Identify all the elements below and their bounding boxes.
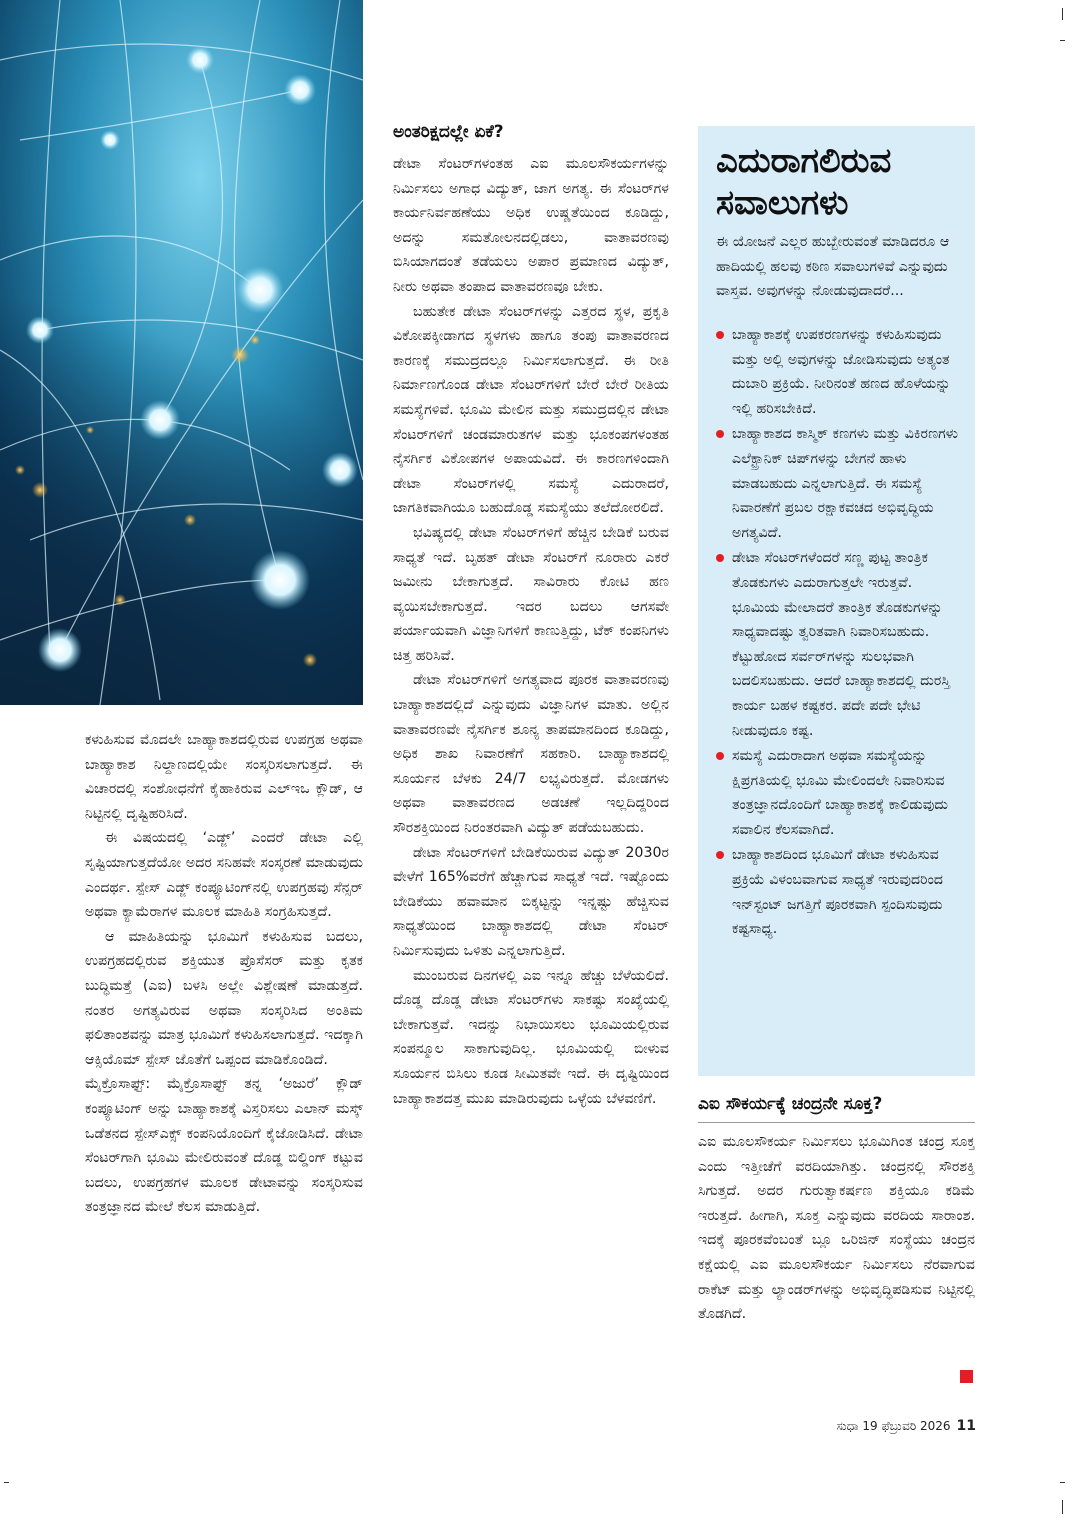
bullet-icon [716,851,724,859]
list-item [716,843,964,941]
sidebar-intro: ಈ ಯೋಜನೆ ಎಲ್ಲರ ಹುಬ್ಬೇರುವಂತೆ ಮಾಡಿದರೂ ಆ ಹಾದಿಯಲ್ಲಿ ಹಲವು ಕಠಿಣ ಸವಾಲುಗಳಿವೆ ಎನ್ನುವುದು ವಾಸ್ತವ. ಅವುಗಳನ್ನು ನೋಡುವುದಾದರೆ... [716,234,950,300]
crop-mark [1062,8,1063,20]
publication-info: ಸುಧಾ 19 ಫೆಬ್ರುವರಿ 2026 [836,1419,951,1433]
paragraph: ಡೇಟಾ ಸೆಂಟರ್‌ಗಳಿಗೆ ಅಗತ್ಯವಾದ ಪೂರಕ ವಾತಾವರಣವು ಬಾಹ್ಯಾಕಾಶದಲ್ಲಿದೆ ಎನ್ನುವುದು ವಿಜ್ಞಾನಿಗಳ ಮಾತು. ಅಲ್ಲಿನ ವಾತಾವರಣವೇ ನೈಸರ್ಗಿಕ ಶೂನ್ಯ ತಾಪಮಾನದಿಂದ ಕೂಡಿದ್ದು, ಅಧಿಕ ಶಾಖ ನಿವಾರಣೆಗೆ ಸಹಕಾರಿ. ಬಾಹ್ಯಾಕಾಶದಲ್ಲಿ ಸೂರ್ಯನ ಬೆಳಕು 24/7 ಲಭ್ಯವಿರುತ್ತದೆ. ಮೋಡಗಳು ಅಥವಾ ವಾತಾವರಣದ ಅಡಚಣೆ ಇಲ್ಲದಿದ್ದರಿಂದ ಸೌರಶಕ್ತಿಯಿಂದ ನಿರಂತರವಾಗಿ ವಿದ್ಯುತ್ ಪಡೆಯಬಹುದು. [393,672,669,837]
end-of-article-icon [960,1370,973,1383]
list-item [716,422,964,545]
crop-mark [1062,1500,1063,1514]
bullet-icon [716,331,724,339]
crop-mark [1060,1482,1065,1483]
list-item-text: ಬಾಹ್ಯಾಕಾಶದಿಂದ ಭೂಮಿಗೆ ಡೇಟಾ ಕಳುಹಿಸುವ ಪ್ರಕ್ರಿಯೆ ವಿಳಂಬವಾಗುವ ಸಾಧ್ಯತೆ ಇರುವುದರಿಂದ ಇನ್‌ಸ್ಟಂಟ್ ಜಗತ್ತಿಗೆ ಪೂರಕವಾಗಿ ಸ್ಪಂದಿಸುವುದು ಕಷ್ಟಸಾಧ್ಯ. [732,847,944,938]
paragraph: ಡೇಟಾ ಸೆಂಟರ್‌ಗಳಂತಹ ಎಐ ಮೂಲಸೌಕರ್ಯಗಳನ್ನು ನಿರ್ಮಿಸಲು ಅಗಾಧ ವಿದ್ಯುತ್, ಜಾಗ ಅಗತ್ಯ. ಈ ಸೆಂಟರ್‌ಗಳ ಕಾರ್ಯನಿರ್ವಹಣೆಯು ಅಧಿಕ ಉಷ್ಣತೆಯಿಂದ ಕೂಡಿದ್ದು, ಅದನ್ನು ಸಮತೋಲನದಲ್ಲಿಡಲು, ವಾತಾವರಣವು ಬಿಸಿಯಾಗದಂತೆ ತಡೆಯಲು ಅಪಾರ ಪ್ರಮಾಣದ ವಿದ್ಯುತ್, ನೀರು ಅಥವಾ ತಂಪಾದ ವಾತಾವರಣವೂ ಬೇಕು. [393,156,669,295]
moon-section-heading: ಎಐ ಸೌಕರ್ಯಕ್ಕೆ ಚಂದ್ರನೇ ಸೂಕ್ತ? [698,1094,883,1114]
section-heading: ಅಂತರಿಕ್ಷದಲ್ಲೇ ಏಕೆ? [393,122,504,142]
list-item [716,546,964,743]
bullet-icon [716,430,724,438]
moon-section-body: ಎಐ ಮೂಲಸೌಕರ್ಯ ನಿರ್ಮಿಸಲು ಭೂಮಿಗಿಂತ ಚಂದ್ರ ಸೂಕ್ತ ಎಂದು ಇತ್ತೀಚೆಗೆ ವರದಿಯಾಗಿತ್ತು. ಚಂದ್ರನಲ್ಲಿ ಸೌರಶಕ್ತಿ ಸಿಗುತ್ತದೆ. ಅದರ ಗುರುತ್ವಾಕರ್ಷಣ ಶಕ್ತಿಯೂ ಕಡಿಮೆ ಇರುತ್ತದೆ. ಹೀಗಾಗಿ, ಸೂಕ್ತ ಎನ್ನುವುದು ವರದಿಯ ಸಾರಾಂಶ. ಇದಕ್ಕೆ ಪೂರಕವೆಂಬಂತೆ ಬ್ಲೂ ಒರಿಜಿನ್ ಸಂಸ್ಥೆಯು ಚಂದ್ರನ ಕಕ್ಷೆಯಲ್ಲಿ ಎಐ ಮೂಲಸೌಕರ್ಯ ನಿರ್ಮಿಸಲು ನೆರವಾಗುವ ರಾಕೆಟ್ ಮತ್ತು ಲ್ಯಾಂಡರ್‌ಗಳನ್ನು ಅಭಿವೃದ್ಧಿಪಡಿಸುವ ನಿಟ್ಟಿನಲ್ಲಿ ತೊಡಗಿದೆ. [698,1134,975,1323]
bullet-icon [716,752,724,760]
paragraph: ಭವಿಷ್ಯದಲ್ಲಿ ಡೇಟಾ ಸೆಂಟರ್‌ಗಳಿಗೆ ಹೆಚ್ಚಿನ ಬೇಡಿಕೆ ಬರುವ ಸಾಧ್ಯತೆ ಇದೆ. ಬೃಹತ್ ಡೇಟಾ ಸೆಂಟರ್‌ಗೆ ನೂರಾರು ಎಕರೆ ಜಮೀನು ಬೇಕಾಗುತ್ತದೆ. ಸಾವಿರಾರು ಕೋಟಿ ಹಣ ವ್ಯಯಿಸಬೇಕಾಗುತ್ತದೆ. ಇದರ ಬದಲು ಆಗಸವೇ ಪರ್ಯಾಯವಾಗಿ ವಿಜ್ಞಾನಿಗಳಿಗೆ ಕಾಣುತ್ತಿದ್ದು, ಟೆಕ್ ಕಂಪನಿಗಳು ಚಿತ್ತ ಹರಿಸಿವೆ. [393,524,669,664]
paragraph: ಮೈಕ್ರೊಸಾಫ್ಟ್: ಮೈಕ್ರೊಸಾಫ್ಟ್ ತನ್ನ ‘ಅಜುರೆ’ ಕ್ಲೌಡ್ ಕಂಪ್ಯೂಟಿಂಗ್ ಅನ್ನು ಬಾಹ್ಯಾಕಾಶಕ್ಕೆ ವಿಸ್ತರಿಸಲು ಎಲಾನ್ ಮಸ್ಕ್ ಒಡೆತನದ ಸ್ಪೇಸ್‌ಎಕ್ಸ್ ಕಂಪನಿಯೊಂದಿಗೆ ಕೈಜೋಡಿಸಿದೆ. ಡೇಟಾ ಸೆಂಟರ್‌ಗಾಗಿ ಭೂಮಿ ಮೇಲಿರುವಂತೆ ದೊಡ್ಡ ಬಿಲ್ಡಿಂಗ್ ಕಟ್ಟುವ ಬದಲು, ಉಪಗ್ರಹಗಳ ಮೂಲಕ ಡೇಟಾವನ್ನು ಸಂಸ್ಕರಿಸುವ ತಂತ್ರಜ್ಞಾನದ ಮೇಲೆ ಕೆಲಸ ಮಾಡುತ್ತಿದೆ. [85,1076,363,1216]
network-globe-image [0,0,363,705]
paragraph: ಡೇಟಾ ಸೆಂಟರ್‌ಗಳಿಗೆ ಬೇಡಿಕೆಯಿರುವ ವಿದ್ಯುತ್ 2030ರ ವೇಳೆಗೆ 165%ವರೆಗೆ ಹೆಚ್ಚಾಗುವ ಸಾಧ್ಯತೆ ಇದೆ. ಇಷ್ಟೊಂದು ಬೇಡಿಕೆಯು ಹವಾಮಾನ ಬಿಕ್ಕಟ್ಟನ್ನು ಇನ್ನಷ್ಟು ಹೆಚ್ಚಿಸುವ ಸಾಧ್ಯತೆಯಿಂದ ಬಾಹ್ಯಾಕಾಶದಲ್ಲಿ ಡೇಟಾ ಸೆಂಟರ್ ನಿರ್ಮಿಸುವುದು ಒಳಿತು ಎನ್ನಲಾಗುತ್ತಿದೆ. [393,844,669,959]
paragraph: ಮುಂಬರುವ ದಿನಗಳಲ್ಲಿ ಎಐ ಇನ್ನೂ ಹೆಚ್ಚು ಬೆಳೆಯಲಿದೆ. ದೊಡ್ಡ ದೊಡ್ಡ ಡೇಟಾ ಸೆಂಟರ್‌ಗಳು ಸಾಕಷ್ಟು ಸಂಖ್ಯೆಯಲ್ಲಿ ಬೇಕಾಗುತ್ತವೆ. ಇದನ್ನು ನಿಭಾಯಿಸಲು ಭೂಮಿಯಲ್ಲಿರುವ ಸಂಪನ್ಮೂಲ ಸಾಕಾಗುವುದಿಲ್ಲ. ಭೂಮಿಯಲ್ಲಿ ಬೀಳುವ ಸೂರ್ಯನ ಬಿಸಿಲು ಕೂಡ ಸೀಮಿತವೇ ಇದೆ. ಈ ದೃಷ್ಟಿಯಿಂದ ಬಾಹ್ಯಾಕಾಶದತ್ತ ಮುಖ ಮಾಡಿರುವುದು ಒಳ್ಳೆಯ ಬೆಳವಣಿಗೆ. [393,967,669,1107]
list-item [716,323,964,421]
paragraph: ಬಹುತೇಕ ಡೇಟಾ ಸೆಂಟರ್‌ಗಳನ್ನು ಎತ್ತರದ ಸ್ಥಳ, ಪ್ರಕೃತಿ ವಿಕೋಪಕ್ಕೀಡಾಗದ ಸ್ಥಳಗಳು ಹಾಗೂ ತಂಪು ವಾತಾವರಣದ ಕಾರಣಕ್ಕೆ ಸಮುದ್ರದಲ್ಲೂ ನಿರ್ಮಿಸಲಾಗುತ್ತದೆ. ಈ ರೀತಿ ನಿರ್ಮಾಣಗೊಂಡ ಡೇಟಾ ಸೆಂಟರ್‌ಗಳಿಗೆ ಬೇರೆ ಬೇರೆ ರೀತಿಯ ಸಮಸ್ಯೆಗಳಿವೆ. ಭೂಮಿ ಮೇಲಿನ ಮತ್ತು ಸಮುದ್ರದಲ್ಲಿನ ಡೇಟಾ ಸೆಂಟರ್‌ಗಳಿಗೆ ಚಂಡಮಾರುತಗಳ ಮತ್ತು ಭೂಕಂಪಗಳಂತಹ ನೈಸರ್ಗಿಕ ವಿಕೋಪಗಳ ಅಪಾಯವಿದೆ. ಈ ಕಾರಣಗಳಿಂದಾಗಿ ಡೇಟಾ ಸೆಂಟರ್‌ಗಳಲ್ಲಿ ಸಮಸ್ಯೆ ಎದುರಾದರೆ, ಜಾಗತಿಕವಾಗಿಯೂ ಬಹುದೊಡ್ಡ ಸಮಸ್ಯೆಯು ತಲೆದೋರಲಿದೆ. [393,303,669,517]
paragraph: ಕಳುಹಿಸುವ ಮೊದಲೇ ಬಾಹ್ಯಾಕಾಶದಲ್ಲಿರುವ ಉಪಗ್ರಹ ಅಥವಾ ಬಾಹ್ಯಾಕಾಶ ನಿಲ್ದಾಣದಲ್ಲಿಯೇ ಸಂಸ್ಕರಿಸಲಾಗುತ್ತದೆ. ಈ ವಿಚಾರದಲ್ಲಿ ಸಂಶೋಧನೆಗೆ ಕೈಹಾಕಿರುವ ಎಲ್‌ಇಒ ಕ್ಲೌಡ್, ಆ ನಿಟ್ಟಿನಲ್ಲಿ ದೃಷ್ಟಿಹರಿಸಿದೆ. [85,732,363,822]
crop-mark [4,1482,9,1483]
list-item-text: ಬಾಹ್ಯಾಕಾಶದ ಕಾಸ್ಮಿಕ್ ಕಣಗಳು ಮತ್ತು ವಿಕಿರಣಗಳು ಎಲೆಕ್ಟ್ರಾನಿಕ್ ಚಿಪ್‌ಗಳನ್ನು ಬೇಗನೆ ಹಾಳು ಮಾಡಬಹುದು ಎನ್ನಲಾಗುತ್ತಿದೆ. ಈ ಸಮಸ್ಯೆ ನಿವಾರಣೆಗೆ ಪ್ರಬಲ ರಕ್ಷಾಕವಚದ ಅಭಿವೃದ್ಧಿಯ ಅಗತ್ಯವಿದೆ. [732,426,959,541]
bullet-icon [716,554,724,562]
sidebar-title: ಎದುರಾಗಲಿರುವ ಸವಾಲುಗಳು [716,141,892,223]
challenges-list [716,323,964,943]
divider [698,1122,975,1123]
list-item [716,744,964,842]
list-item-text: ಬಾಹ್ಯಾಕಾಶಕ್ಕೆ ಉಪಕರಣಗಳನ್ನು ಕಳುಹಿಸುವುದು ಮತ್ತು ಅಲ್ಲಿ ಅವುಗಳನ್ನು ಜೋಡಿಸುವುದು ಅತ್ಯಂತ ದುಬಾರಿ ಪ್ರಕ್ರಿಯೆ. ನೀರಿನಂತೆ ಹಣದ ಹೊಳೆಯನ್ನು ಇಲ್ಲಿ ಹರಿಸಬೇಕಿದೆ. [732,327,951,417]
article-column-1 [85,728,363,1220]
paragraph: ಆ ಮಾಹಿತಿಯನ್ನು ಭೂಮಿಗೆ ಕಳುಹಿಸುವ ಬದಲು, ಉಪಗ್ರಹದಲ್ಲಿರುವ ಶಕ್ತಿಯುತ ಪ್ರೊಸೆಸರ್ ಮತ್ತು ಕೃತಕ ಬುದ್ಧಿಮತ್ತೆ (ಎಐ) ಬಳಸಿ ಅಲ್ಲೇ ವಿಶ್ಲೇಷಣೆ ಮಾಡುತ್ತದೆ. ನಂತರ ಅಗತ್ಯವಿರುವ ಅಥವಾ ಸಂಸ್ಕರಿಸಿದ ಅಂತಿಮ ಫಲಿತಾಂಶವನ್ನು ಮಾತ್ರ ಭೂಮಿಗೆ ಕಳುಹಿಸಲಾಗುತ್ತದೆ. ಇದಕ್ಕಾಗಿ ಆಕ್ಸಿಯೊಮ್ ಸ್ಪೇಸ್ ಜೊತೆಗೆ ಒಪ್ಪಂದ ಮಾಡಿಕೊಂಡಿದೆ. [85,928,363,1068]
article-column-2 [393,152,669,1111]
list-item-text: ಡೇಟಾ ಸೆಂಟರ್‌ಗಳೆಂದರೆ ಸಣ್ಣ ಪುಟ್ಟ ತಾಂತ್ರಿಕ ತೊಡಕುಗಳು ಎದುರಾಗುತ್ತಲೇ ಇರುತ್ತವೆ. ಭೂಮಿಯ ಮೇಲಾದರೆ ತಾಂತ್ರಿಕ ತೊಡಕುಗಳನ್ನು ಸಾಧ್ಯವಾದಷ್ಟು ತ್ವರಿತವಾಗಿ ನಿವಾರಿಸಬಹುದು. ಕೆಟ್ಟುಹೋದ ಸರ್ವರ್‌ಗಳನ್ನು ಸುಲಭವಾಗಿ ಬದಲಿಸಬಹುದು. ಆದರೆ ಬಾಹ್ಯಾಕಾಶದಲ್ಲಿ ದುರಸ್ತಿ ಕಾರ್ಯ ಬಹಳ ಕಷ್ಟಕರ. ಪದೇ ಪದೇ ಭೇಟಿ ನೀಡುವುದೂ ಕಷ್ಟ. [732,550,951,739]
page-footer [800,1418,976,1434]
crop-mark [1060,40,1065,41]
list-item-text: ಸಮಸ್ಯೆ ಎದುರಾದಾಗ ಅಥವಾ ಸಮಸ್ಯೆಯನ್ನು ಕ್ಷಿಪ್ರಗತಿಯಲ್ಲಿ ಭೂಮಿ ಮೇಲಿಂದಲೇ ನಿವಾರಿಸುವ ತಂತ್ರಜ್ಞಾನದೊಂದಿಗೆ ಬಾಹ್ಯಾಕಾಶಕ್ಕೆ ಕಾಲಿಡುವುದು ಸವಾಲಿನ ಕೆಲಸವಾಗಿದೆ. [732,748,949,838]
paragraph: ಈ ವಿಷಯದಲ್ಲಿ ‘ಎಡ್ಜ್’ ಎಂದರೆ ಡೇಟಾ ಎಲ್ಲಿ ಸೃಷ್ಟಿಯಾಗುತ್ತದೆಯೋ ಅದರ ಸನಿಹವೇ ಸಂಸ್ಕರಣೆ ಮಾಡುವುದು ಎಂದರ್ಥ. ಸ್ಪೇಸ್ ಎಡ್ಜ್ ಕಂಪ್ಯೂಟಿಂಗ್‌ನಲ್ಲಿ ಉಪಗ್ರಹವು ಸೆನ್ಸರ್ ಅಥವಾ ಕ್ಯಾಮೆರಾಗಳ ಮೂಲಕ ಮಾಹಿತಿ ಸಂಗ್ರಹಿಸುತ್ತದೆ. [85,830,363,921]
hero-image [0,0,363,705]
page-number: 11 [956,1418,976,1434]
